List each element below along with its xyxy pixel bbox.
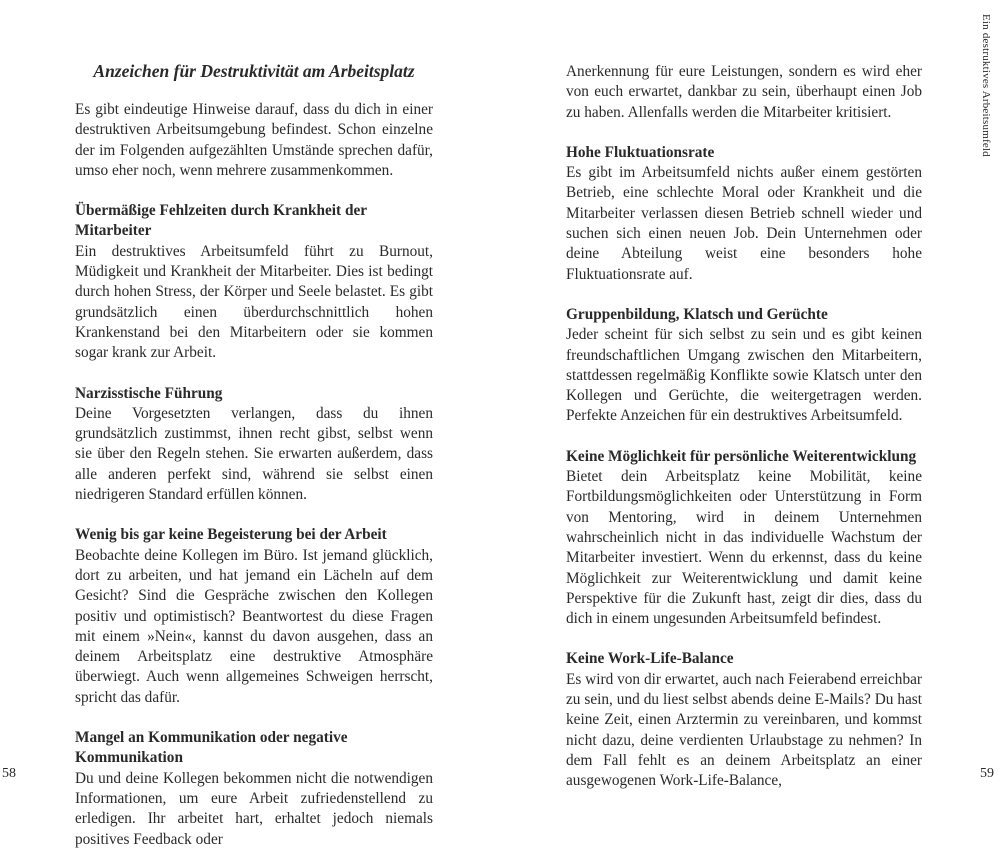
section-heading: Keine Möglichkeit für persönliche Weiterentwicklung: [566, 447, 917, 465]
section-turnover: [566, 143, 922, 285]
section-body: Du und deine Kollegen bekommen nicht die notwendigen Informationen, um eure Arbeit zufriedenstellend zu erledigen. Ihr arbeitet hart, erhaltet jedoch niemals positives Feedback oder: [75, 769, 433, 848]
continuation-paragraph: Anerkennung für eure Leistungen, sondern es wird eher von euch erwartet, dankbar zu sein, überhaupt einen Job zu haben. Allenfalls werden die Mitarbeiter kritisiert.: [566, 63, 922, 121]
section-heading: Übermäßige Fehlzeiten durch Krankheit der Mitarbeiter: [75, 202, 367, 240]
chapter-heading: Anzeichen für Destruktivität am Arbeitsplatz: [93, 61, 415, 81]
section-body: Bietet dein Arbeitsplatz keine Mobilität, keine Fortbildungsmöglichkeiten oder Unterstützung in Form von Mentoring, wird in deinem Unternehmen wahrscheinlich nicht in das individuelle Wachstum der Mitarbeiter investiert. Wenn du erkennst, dass du keine Möglichkeit zur Weiterentwicklung und damit keine Perspektive für die Zukunft hast, zeigt dir dies, dass du dich in einem ungesunden Arbeitsumfeld befindest.: [566, 468, 922, 628]
section-development: [566, 447, 922, 630]
section-body: Deine Vorgesetzten verlangen, dass du ihnen grundsätzlich zustimmst, ihnen recht gibst, selbst wenn sie über den Regeln stehen. Sie erwarten außerdem, dass alle anderen perfekt sind, während sie selbst einen niedrigeren Standard erfüllen können.: [75, 404, 433, 504]
section-heading: Hohe Fluktuationsrate: [566, 143, 715, 161]
section-absences: [75, 201, 433, 363]
section-heading: Gruppenbildung, Klatsch und Gerüchte: [566, 305, 828, 323]
right-text-column: [566, 62, 922, 792]
section-body: Jeder scheint für sich selbst zu sein und es gibt keinen freundschaftlichen Umgang zwischen den Mitarbeitern, stattdessen regelmäßig Konflikte sowie Klatsch unter den Kollegen und Gerüchte, die weitergetragen werden. Perfekte Anzeichen für ein destruktives Arbeitsumfeld.: [566, 326, 922, 425]
section-heading: Wenig bis gar keine Begeisterung bei der Arbeit: [75, 526, 387, 544]
right-page: [500, 0, 1000, 800]
section-work-life-balance: [566, 649, 922, 791]
section-communication: [75, 728, 433, 850]
running-head: Ein destruktives Arbeitsumfeld: [980, 14, 992, 157]
left-page: [0, 0, 500, 848]
page-number-left: 58: [2, 766, 16, 781]
section-gossip: [566, 305, 922, 427]
section-heading: Keine Work-Life-Balance: [566, 650, 734, 668]
section-body: Es gibt im Arbeitsumfeld nichts außer einem gestörten Betrieb, eine schlechte Moral oder Krankheit und die Mitarbeiter verlassen diesen Betrieb schnell wieder und suchen sich einen neuen Job. Dein Unternehmen oder deine Abteilung weist eine besonders hohe Fluktuationsrate auf.: [566, 164, 922, 283]
section-body: Ein destruktives Arbeitsumfeld führt zu Burnout, Müdigkeit und Krankheit der Mitarbeiter. Dies ist bedingt durch hohen Stress, der Körper und Seele belastet. Es gibt grundsätzlich einen überdurchschnittlich hohen Krankenstand bei den Mitarbeitern oder sie kommen sogar krank zur Arbeit.: [75, 242, 433, 362]
intro-paragraph: Es gibt eindeutige Hinweise darauf, dass du dich in einer destruktiven Arbeitsumgebung befindest. Schon einzelne der im Folgenden aufgezählten Umstände sprechen dafür, umso eher noch, wenn mehrere zusammenkommen.: [75, 101, 433, 179]
section-body: Beobachte deine Kollegen im Büro. Ist jemand glücklich, dort zu arbeiten, und hat jemand ein Lächeln auf dem Gesicht? Sind die Gespräche zwischen den Kollegen positiv und optimistisch? Beantwortest du diese Fragen mit einem »Nein«, kannst du davon ausgehen, dass an deinem Arbeitsplatz eine destruktive Atmosphäre überwiegt. Auch wenn allgemeines Schweigen herrscht, spricht das dafür.: [75, 546, 433, 706]
section-no-enthusiasm: [75, 525, 433, 708]
section-narcissistic-leadership: [75, 384, 433, 506]
section-heading: Narzisstische Führung: [75, 384, 223, 402]
section-body: Es wird von dir erwartet, auch nach Feierabend erreichbar zu sein, und du liest selbst abends deine E-Mails? Du hast keine Zeit, einen Arztermin zu vereinbaren, und kommst nicht dazu, deine verdienten Urlaubstage zu nehmen? In dem Fall fehlt es an deinem Arbeitsplatz an einer ausgewogenen Work-Life-Balance,: [566, 670, 922, 790]
left-text-column: [75, 60, 433, 850]
section-heading: Mangel an Kommunikation oder negative Kommunikation: [75, 729, 348, 767]
page-number-right: 59: [980, 766, 994, 781]
